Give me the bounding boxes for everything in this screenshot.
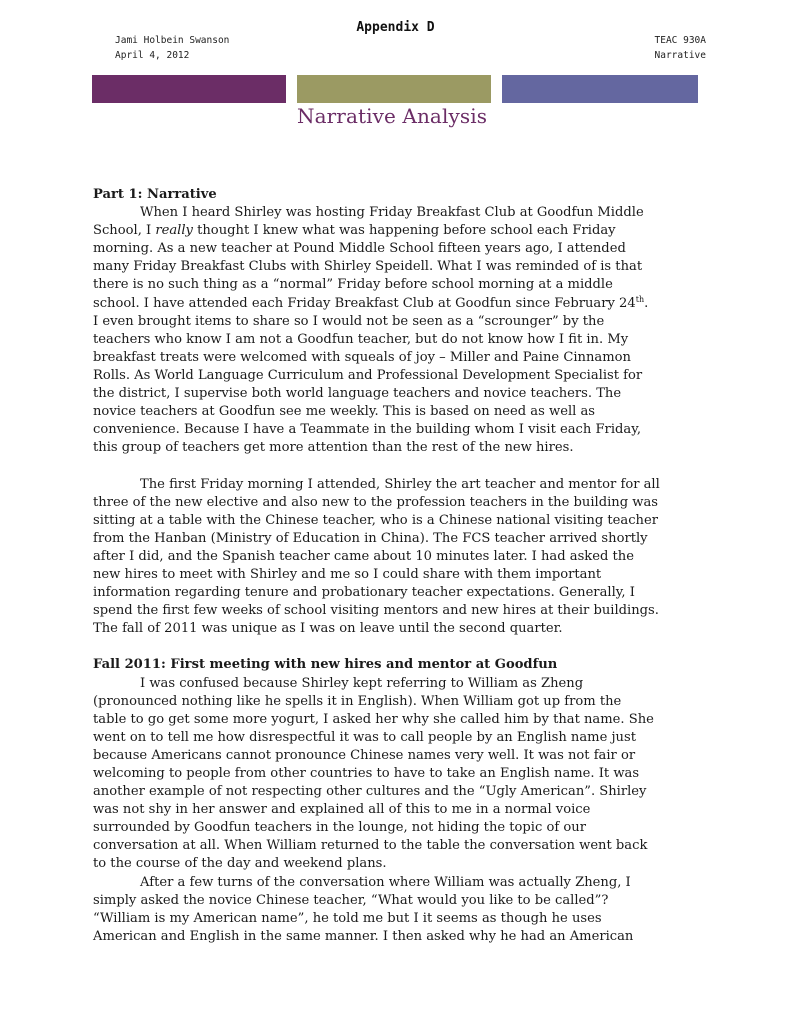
paragraph-spacer <box>93 457 705 475</box>
appendix-label: Appendix D <box>356 20 435 35</box>
paragraph-line: after I did, and the Spanish teacher came about 10 minutes later. I had asked the <box>93 548 634 564</box>
paragraph-line: the district, I supervise both world language teachers and novice teachers. The <box>93 386 622 402</box>
paragraph-line: because Americans cannot pronounce Chinese names very well. It was not fair or <box>93 747 636 763</box>
paragraph-line: breakfast treats were welcomed with squeals of joy – Miller and Paine Cinnamon <box>93 349 631 365</box>
part1-heading: Part 1: Narrative <box>93 187 217 202</box>
paragraph-line: table to go get some more yogurt, I asked her why she called him by that name. She <box>93 711 654 727</box>
paragraph-line: “William is my American name”, he told me but I it seems as though he uses <box>93 910 602 926</box>
paragraph-line: American and English in the same manner. I then asked why he had an American <box>93 928 634 944</box>
paragraph-line: sitting at a table with the Chinese teacher, who is a Chinese national visiting teacher <box>93 512 658 528</box>
paragraph-line: The fall of 2011 was unique as I was on leave until the second quarter. <box>93 621 563 637</box>
header-right <box>655 33 706 63</box>
paragraph-line: simply asked the novice Chinese teacher, “What would you like to be called”? <box>93 892 609 908</box>
paragraph-line: to the course of the day and weekend plans. <box>93 856 387 872</box>
ordinal-superscript: th <box>635 294 645 304</box>
paragraph-line: another example of not respecting other cultures and the “Ugly American”. Shirley <box>93 784 647 800</box>
document-type: Narrative <box>654 50 706 61</box>
accent-bar-olive <box>297 75 491 103</box>
paragraph-line: welcoming to people from other countries to have to take an English name. It was <box>93 766 640 781</box>
paragraph-line: information regarding tenure and probationary teacher expectations. Generally, I <box>93 585 635 601</box>
paragraph-line: (pronounced nothing like he spells it in English). When William got up from the <box>93 693 622 709</box>
paragraph-line: surrounded by Goodfun teachers in the lounge, not hiding the topic of our <box>93 820 586 836</box>
paragraph-line: After a few turns of the conversation where William was actually Zheng, I <box>140 874 631 890</box>
paragraph-line: The first Friday morning I attended, Shirley the art teacher and mentor for all <box>140 476 660 492</box>
paragraph-spacer <box>93 638 705 656</box>
fall-2011-heading: Fall 2011: First meeting with new hires and mentor at Goodfun <box>93 657 558 673</box>
document-title: Narrative Analysis <box>297 104 488 128</box>
accent-bar-blue <box>502 75 698 103</box>
header-date: April 4, 2012 <box>115 50 190 61</box>
paragraph-line: this group of teachers get more attention than the rest of the new hires. <box>93 440 574 456</box>
document-body <box>93 186 705 946</box>
paragraph-line: When I heard Shirley was hosting Friday Breakfast Club at Goodfun Middle <box>140 205 644 221</box>
paragraph-line: I was confused because Shirley kept referring to William as Zheng <box>140 675 584 691</box>
author-name: Jami Holbein Swanson <box>115 35 230 46</box>
accent-bar-purple <box>92 75 286 103</box>
paragraph-line: new hires to meet with Shirley and me so I could share with them important <box>93 566 602 582</box>
paragraph-line: many Friday Breakfast Clubs with Shirley Speidell. What I was reminded of is that <box>93 259 643 275</box>
paragraph-line: novice teachers at Goodfun see me weekly. This is based on need as well as <box>93 404 596 420</box>
paragraph-line: three of the new elective and also new to the profession teachers in the building was <box>93 494 659 510</box>
paragraph-line: spend the first few weeks of school visiting mentors and new hires at their buildings. <box>93 603 659 619</box>
paragraph-line: there is no such thing as a “normal” Friday before school morning at a middle <box>93 277 613 293</box>
paragraph-line: convenience. Because I have a Teammate in the building whom I visit each Friday, <box>93 422 642 438</box>
paragraph-line: went on to tell me how disrespectful it was to call people by an English name just <box>93 729 636 745</box>
course-code: TEAC 930A <box>654 35 706 46</box>
paragraph-line: Rolls. As World Language Curriculum and Professional Development Specialist for <box>93 367 643 383</box>
paragraph-line: from the Hanban (Ministry of Education in China). The FCS teacher arrived shortly <box>93 530 648 546</box>
paragraph-line: morning. As a new teacher at Pound Middle School fifteen years ago, I attended <box>93 241 626 257</box>
emphasis-text: really <box>155 223 193 239</box>
header-left <box>115 33 229 63</box>
paragraph-line: I even brought items to share so I would not be seen as a “scrounger” by the <box>93 313 605 329</box>
paragraph-line: teachers who know I am not a Goodfun teacher, but do not know how I fit in. My <box>93 331 629 347</box>
paragraph-line: School, I really thought I knew what was happening before school each Friday <box>93 223 616 239</box>
paragraph-line: conversation at all. When William returned to the table the conversation went back <box>93 838 648 854</box>
paragraph-line: school. I have attended each Friday Breakfast Club at Goodfun since February 24th. <box>93 294 649 311</box>
paragraph-line: was not shy in her answer and explained all of this to me in a normal voice <box>93 802 591 818</box>
